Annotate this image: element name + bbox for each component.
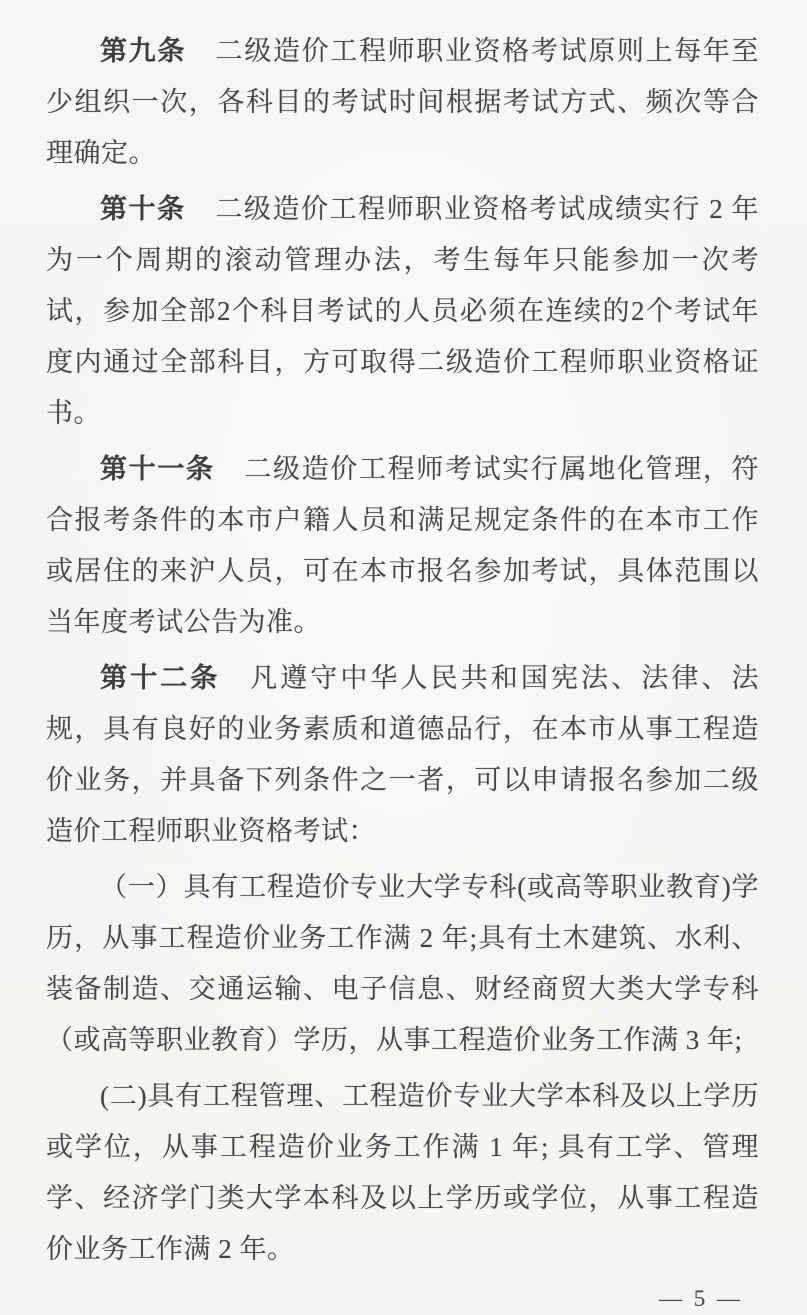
article-12-text: 凡遵守中华人民共和国宪法、法律、法规，具有良好的业务素质和道德品行，在本市从事工程造价业务，并具备下列条件之一者，可以申请报名参加二级造价工程师职业资格考试：	[46, 663, 760, 846]
article-9-number: 第九条	[100, 36, 186, 66]
article-10-number: 第十条	[100, 194, 186, 224]
clause-item-1	[46, 862, 759, 1066]
document-body	[46, 26, 759, 1275]
article-11	[46, 444, 759, 648]
clause-item-2-text: (二)具有工程管理、工程造价专业大学本科及以上学历或学位，从事工程造价业务工作满 1 年; 具有工学、管理学、经济学门类大学本科及以上学历或学位，从事工程造价业务工作满 2 年。	[46, 1081, 759, 1264]
clause-item-1-text: （一）具有工程造价专业大学专科(或高等职业教育)学历，从事工程造价业务工作满 2 年;具有土木建筑、水利、装备制造、交通运输、电子信息、财经商贸大类大学专科（或高等职业教育）学历，从事工程造价业务工作满 3 年;	[46, 872, 759, 1055]
clause-item-2	[46, 1071, 759, 1275]
article-10	[46, 184, 759, 439]
article-11-text: 二级造价工程师考试实行属地化管理，符合报考条件的本市户籍人员和满足规定条件的在本市工作或居住的来沪人员，可在本市报名参加考试，具体范围以当年度考试公告为准。	[46, 454, 760, 637]
article-9	[46, 26, 759, 179]
article-11-number: 第十一条	[100, 454, 215, 484]
article-9-text: 二级造价工程师职业资格考试原则上每年至少组织一次，各科目的考试时间根据考试方式、频次等合理确定。	[46, 36, 760, 168]
article-12	[46, 653, 759, 857]
article-10-text: 二级造价工程师职业资格考试成绩实行 2 年为一个周期的滚动管理办法，考生每年只能参加一次考试，参加全部2个科目考试的人员必须在连续的2个考试年度内通过全部科目，方可取得二级造价工程师职业资格证书。	[46, 194, 760, 428]
article-12-number: 第十二条	[100, 663, 221, 693]
page-number: — 5 —	[659, 1286, 743, 1311]
